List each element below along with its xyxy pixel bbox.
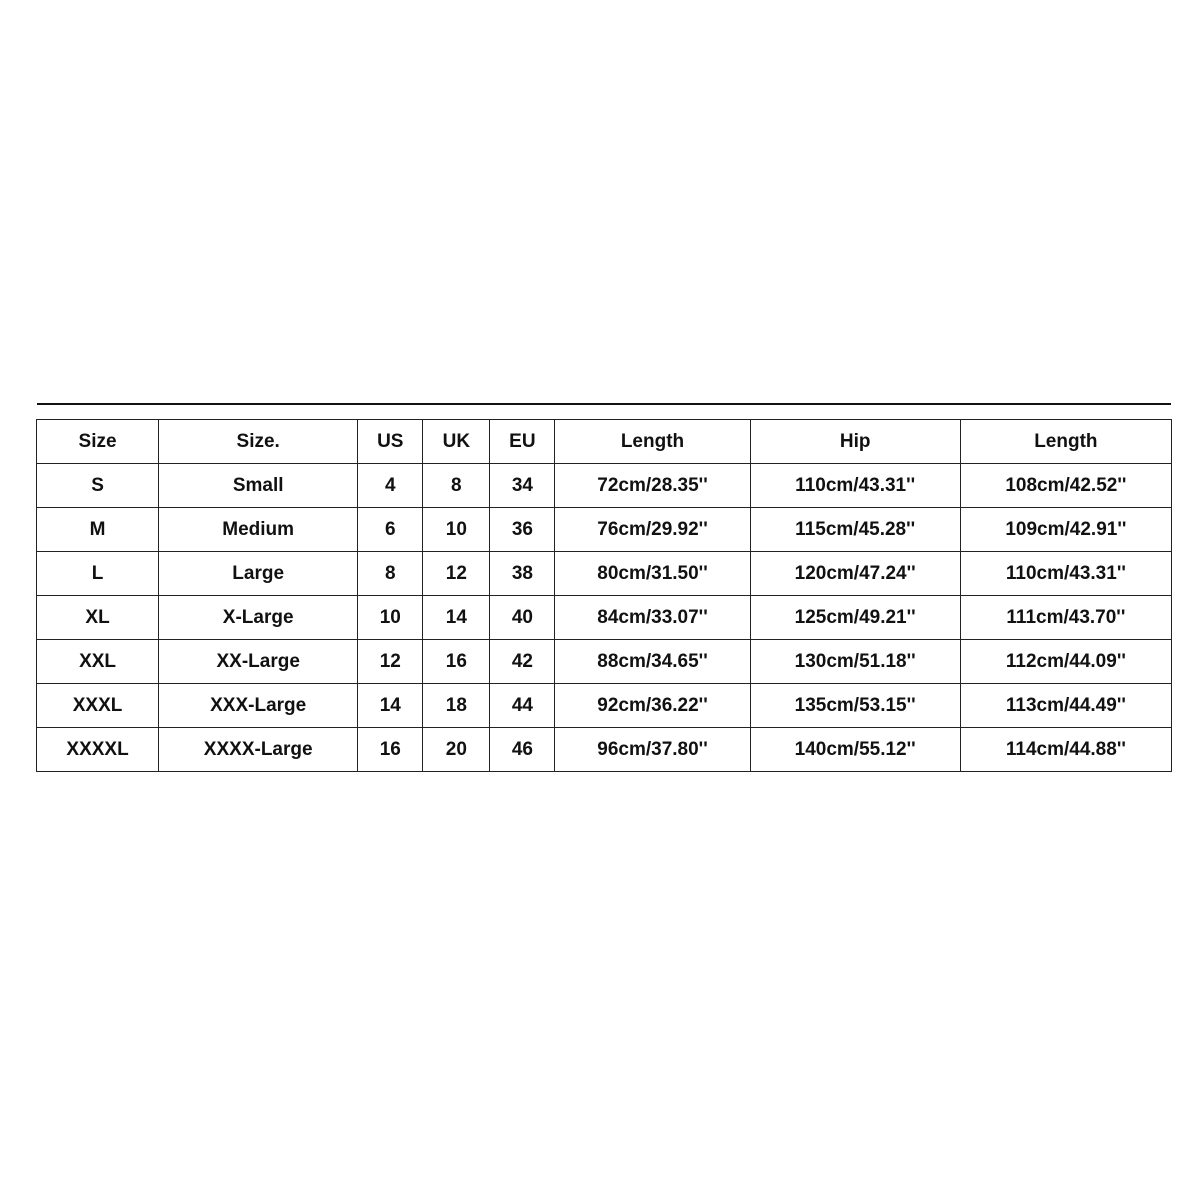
table-row [37, 684, 1172, 728]
table-row [37, 596, 1172, 640]
cell-length-2: 111cm/43.70'' [960, 596, 1171, 640]
cell-hip: 130cm/51.18'' [750, 640, 960, 684]
cell-length: 92cm/36.22'' [555, 684, 750, 728]
cell-uk: 16 [423, 640, 490, 684]
cell-uk: 18 [423, 684, 490, 728]
cell-eu: 40 [490, 596, 555, 640]
table-row [37, 508, 1172, 552]
table-row [37, 464, 1172, 508]
cell-size: M [37, 508, 159, 552]
cell-uk: 10 [423, 508, 490, 552]
cell-length-2: 109cm/42.91'' [960, 508, 1171, 552]
header-length: Length [555, 420, 750, 464]
table-row [37, 640, 1172, 684]
cell-length: 72cm/28.35'' [555, 464, 750, 508]
cell-length-2: 110cm/43.31'' [960, 552, 1171, 596]
cell-size: S [37, 464, 159, 508]
cell-us: 12 [358, 640, 423, 684]
cell-eu: 34 [490, 464, 555, 508]
cell-us: 10 [358, 596, 423, 640]
cell-length-2: 108cm/42.52'' [960, 464, 1171, 508]
header-row [37, 420, 1172, 464]
top-divider [37, 403, 1171, 405]
cell-eu: 38 [490, 552, 555, 596]
cell-us: 4 [358, 464, 423, 508]
cell-uk: 12 [423, 552, 490, 596]
cell-uk: 14 [423, 596, 490, 640]
cell-uk: 8 [423, 464, 490, 508]
cell-size-name: XXXX-Large [159, 728, 358, 772]
cell-hip: 125cm/49.21'' [750, 596, 960, 640]
size-chart-table [36, 419, 1172, 772]
cell-length: 76cm/29.92'' [555, 508, 750, 552]
cell-size-name: X-Large [159, 596, 358, 640]
cell-size-name: Large [159, 552, 358, 596]
cell-length-2: 114cm/44.88'' [960, 728, 1171, 772]
cell-eu: 46 [490, 728, 555, 772]
header-uk: UK [423, 420, 490, 464]
header-hip: Hip [750, 420, 960, 464]
table-row [37, 728, 1172, 772]
cell-eu: 42 [490, 640, 555, 684]
cell-size-name: Small [159, 464, 358, 508]
cell-size: L [37, 552, 159, 596]
cell-length: 96cm/37.80'' [555, 728, 750, 772]
cell-eu: 36 [490, 508, 555, 552]
cell-hip: 135cm/53.15'' [750, 684, 960, 728]
cell-us: 14 [358, 684, 423, 728]
cell-size-name: XX-Large [159, 640, 358, 684]
header-eu: EU [490, 420, 555, 464]
cell-hip: 120cm/47.24'' [750, 552, 960, 596]
cell-size-name: Medium [159, 508, 358, 552]
cell-size: XXXL [37, 684, 159, 728]
header-us: US [358, 420, 423, 464]
cell-size: XXL [37, 640, 159, 684]
header-size-name: Size. [159, 420, 358, 464]
cell-hip: 140cm/55.12'' [750, 728, 960, 772]
header-length-2: Length [960, 420, 1171, 464]
cell-us: 6 [358, 508, 423, 552]
table-row [37, 552, 1172, 596]
cell-us: 16 [358, 728, 423, 772]
cell-size: XXXXL [37, 728, 159, 772]
cell-size: XL [37, 596, 159, 640]
cell-length-2: 113cm/44.49'' [960, 684, 1171, 728]
cell-length-2: 112cm/44.09'' [960, 640, 1171, 684]
cell-length: 88cm/34.65'' [555, 640, 750, 684]
cell-eu: 44 [490, 684, 555, 728]
cell-size-name: XXX-Large [159, 684, 358, 728]
cell-us: 8 [358, 552, 423, 596]
cell-uk: 20 [423, 728, 490, 772]
header-size: Size [37, 420, 159, 464]
cell-length: 80cm/31.50'' [555, 552, 750, 596]
cell-length: 84cm/33.07'' [555, 596, 750, 640]
cell-hip: 115cm/45.28'' [750, 508, 960, 552]
cell-hip: 110cm/43.31'' [750, 464, 960, 508]
